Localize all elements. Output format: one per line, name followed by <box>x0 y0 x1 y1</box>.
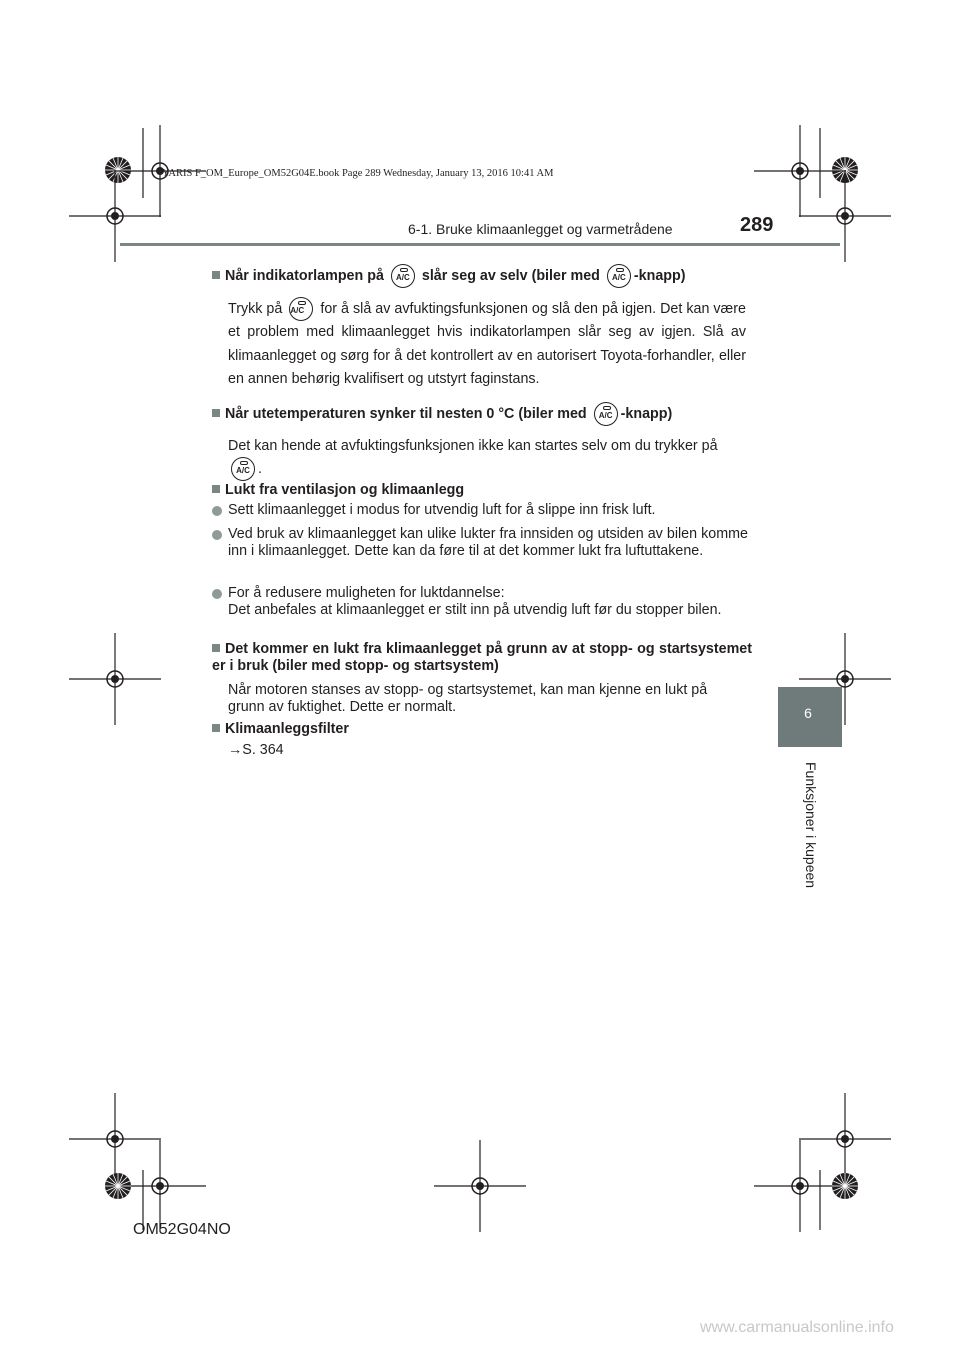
ac-button-icon: A/C <box>594 402 618 426</box>
registration-mark-dot <box>841 675 849 683</box>
heading-marker <box>212 409 220 417</box>
paragraph-indicator-off: Trykk på A/C for å slå av avfuktingsfunksjonen og slå den på igjen. Det kan være et problem med klimaanlegget hvis indikatorlampen slår seg av igjen. Slå av klimaanlegget og sørg for å det kontrollert av en autorisert Toyota-forhandler, eller en annen behørig kvalifisert og utstyrt faginstans. <box>228 297 746 392</box>
bullet-odor-source: Ved bruk av klimaanlegget kan ulike lukter fra innsiden og utsiden av bilen komme inn i klimaanlegget. Dette kan da føre til at det kommer lukt fra luftuttakene. <box>228 526 748 560</box>
paragraph-low-temperature: Det kan hende at avfuktingsfunksjonen ikke kan startes selv om du trykker på A/C . <box>228 436 746 481</box>
chapter-title: Funksjoner i kupeen <box>803 762 819 889</box>
registration-mark-dot <box>111 675 119 683</box>
page-number: 289 <box>740 214 774 236</box>
header-rule <box>120 243 840 246</box>
heading-indicator-off: Når indikatorlampen på A/C slår seg av selv (biler med A/C -knapp) <box>212 264 752 288</box>
bullet-reduce-odor: For å redusere muligheten for luktdannelse: Det anbefales at klimaanlegget er stilt inn på utvendig luft før du stopper bilen. <box>228 585 722 619</box>
ac-button-icon: A/C <box>391 264 415 288</box>
chapter-number: 6 <box>804 705 812 721</box>
ac-button-icon: A/C <box>289 297 313 321</box>
registration-mark-dot <box>111 212 119 220</box>
heading-marker <box>212 271 220 279</box>
heading-low-temperature: Når utetemperaturen synker til nesten 0 °C (biler med A/C -knapp) <box>212 402 752 426</box>
bullet-outside-air: Sett klimaanlegget i modus for utvendig luft for å slippe inn frisk luft. <box>228 502 656 518</box>
ac-button-icon: A/C <box>231 457 255 481</box>
paragraph-stop-start-odor: Når motoren stanses av stopp- og startsystemet, kan man kjenne en lukt på grunn av fuktighet. Dette er normalt. <box>228 682 708 716</box>
heading-stop-start-odor: Det kommer en lukt fra klimaanlegget på grunn av at stopp- og startsystemet er i bruk (biler med stopp- og startsystem) <box>212 641 752 675</box>
registration-mark-dot <box>796 1182 804 1190</box>
footer-link[interactable]: www.carmanualsonline.info <box>700 1319 894 1336</box>
heading-odor: Lukt fra ventilasjon og klimaanlegg <box>212 482 752 499</box>
heading-marker <box>212 485 220 493</box>
book-file-info: YARIS F_OM_Europe_OM52G04E.book Page 289 Wednesday, January 13, 2016 10:41 AM <box>162 168 554 179</box>
registration-mark-dot <box>111 1135 119 1143</box>
ac-button-icon: A/C <box>607 264 631 288</box>
manual-code: OM52G04NO <box>133 1221 231 1238</box>
ac-filter-page-reference[interactable]: →S. 364 <box>228 742 284 758</box>
bullet-icon <box>212 589 222 599</box>
registration-mark-dot <box>796 167 804 175</box>
heading-ac-filter: Klimaanleggsfilter <box>212 721 752 738</box>
registration-mark-dot <box>841 1135 849 1143</box>
bullet-icon <box>212 530 222 540</box>
registration-mark-dot <box>476 1182 484 1190</box>
bullet-icon <box>212 506 222 516</box>
registration-mark-dot <box>156 1182 164 1190</box>
section-title: 6-1. Bruke klimaanlegget og varmetrådene <box>408 221 673 237</box>
heading-marker <box>212 724 220 732</box>
heading-marker <box>212 644 220 652</box>
registration-mark-dot <box>841 212 849 220</box>
